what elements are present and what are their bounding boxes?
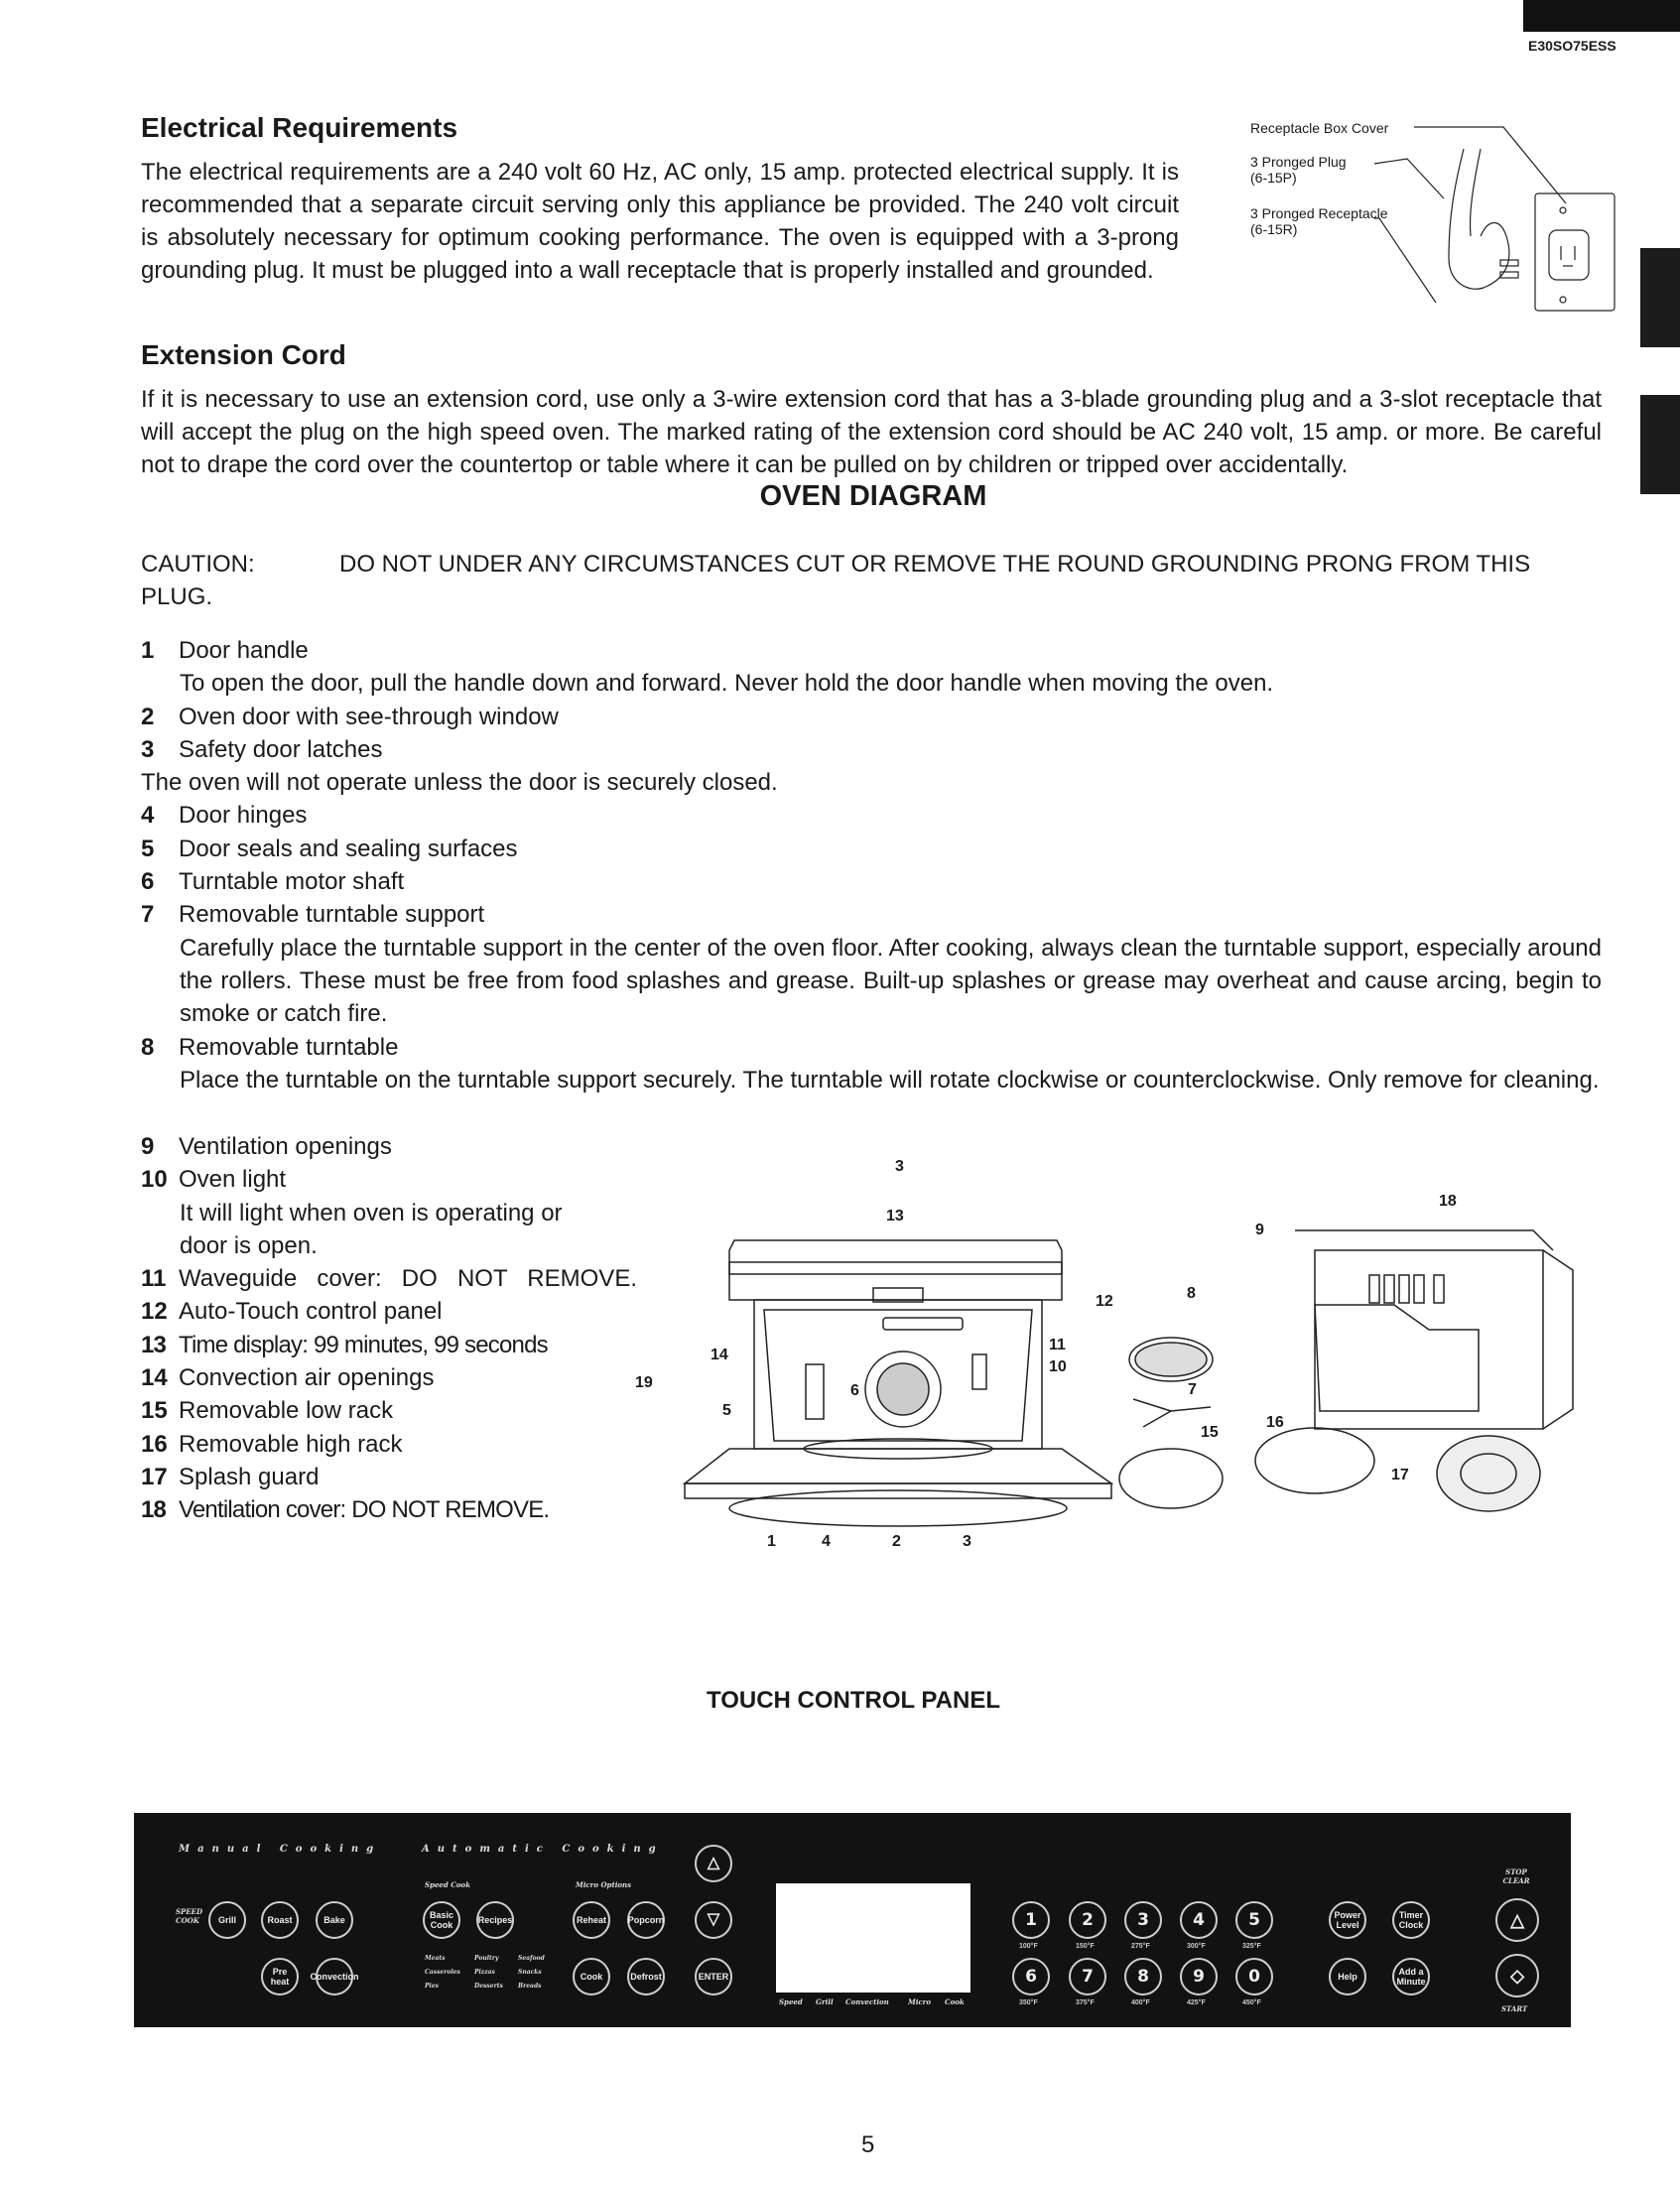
enter-button[interactable]: ENTER: [695, 1958, 732, 1995]
temp-label: 425°F: [1187, 1999, 1206, 2006]
temp-label: 450°F: [1242, 1999, 1261, 2006]
list-item: 2 Oven door with see-through window: [141, 703, 559, 730]
page-number: 5: [861, 2131, 875, 2158]
callout-13: 13: [886, 1208, 904, 1224]
number-8-button[interactable]: 8: [1124, 1958, 1162, 1995]
list-item: 1 Door handle: [141, 637, 309, 664]
stop-icon: △: [1510, 1910, 1524, 1930]
submenu-breads: Breads: [518, 1983, 542, 1990]
oven-diagram-title: OVEN DIAGRAM: [759, 480, 987, 512]
list-item: 15 Removable low rack: [141, 1397, 394, 1425]
temp-label: 325°F: [1242, 1943, 1261, 1950]
label-receptacle-1: 3 Pronged Receptacle: [1250, 205, 1388, 221]
touch-panel-title: TOUCH CONTROL PANEL: [706, 1687, 1000, 1714]
temp-label: 100°F: [1019, 1943, 1038, 1950]
triangle-down-icon: ▽: [707, 1911, 720, 1928]
number-4-button[interactable]: 4: [1180, 1901, 1218, 1939]
submenu-seafood: Seafood: [518, 1955, 545, 1962]
callout-4: 4: [822, 1533, 831, 1550]
caution-label: CAUTION:: [141, 551, 255, 578]
label-plug-1: 3 Pronged Plug: [1250, 154, 1347, 170]
callout-11: 11: [1049, 1337, 1066, 1353]
help-button[interactable]: Help: [1329, 1958, 1366, 1995]
callout-6: 6: [850, 1382, 859, 1399]
temp-label: 275°F: [1131, 1943, 1150, 1950]
bake-button[interactable]: Bake: [316, 1901, 353, 1939]
electrical-title: Electrical Requirements: [141, 112, 458, 143]
popcorn-button[interactable]: Popcorn: [627, 1901, 665, 1939]
grill-button[interactable]: Grill: [208, 1901, 246, 1939]
callout-2: 2: [892, 1533, 901, 1550]
callout-3-top: 3: [895, 1158, 904, 1175]
list-item: 4 Door hinges: [141, 802, 308, 830]
header-bar: [1523, 0, 1680, 32]
callout-17: 17: [1391, 1467, 1409, 1483]
submenu-snacks: Snacks: [518, 1969, 542, 1976]
label-receptacle-2: (6-15R): [1250, 221, 1298, 237]
side-tab-lower: [1640, 395, 1680, 494]
extension-text: If it is necessary to use an extension cord, use only a 3-wire extension cord that has a 3-blade grounding plug and a 3-slot receptacle that will accept the plug on the high speed oven. The marked rating of the extension cord should be AC 240 volt, 15 amp. or more. Be careful not to drape the cord over the countertop or table where it can be pulled on by children or tripped over accidentally.: [141, 386, 1602, 478]
temp-label: 375°F: [1076, 1999, 1095, 2006]
plug-receptacle-illustration: [1250, 109, 1647, 318]
extension-title: Extension Cord: [141, 339, 346, 370]
add-a-minute-button[interactable]: Add a Minute: [1392, 1958, 1430, 1995]
list-item: 5 Door seals and sealing surfaces: [141, 835, 518, 862]
callout-14: 14: [711, 1347, 728, 1363]
number-7-button[interactable]: 7: [1069, 1958, 1106, 1995]
arrow-up-button[interactable]: [695, 1845, 732, 1882]
list-item-note: Place the turntable on the turntable support securely. The turntable will rotate clockwise or counterclockwise. Only remove for cleaning.: [180, 1066, 1600, 1094]
list-item: 3 Safety door latches: [141, 735, 383, 763]
temp-label: 300°F: [1187, 1943, 1206, 1950]
number-0-button[interactable]: 0: [1235, 1958, 1273, 1995]
list-item: 17 Splash guard: [141, 1463, 320, 1490]
list-item: 6 Turntable motor shaft: [141, 868, 405, 896]
submenu-desserts: Desserts: [474, 1983, 503, 1990]
roast-button[interactable]: Roast: [261, 1901, 299, 1939]
stop-clear-label: STOP CLEAR: [1502, 1867, 1530, 1885]
stop-clear-button[interactable]: [1495, 1898, 1539, 1942]
reheat-button[interactable]: Reheat: [573, 1901, 610, 1939]
defrost-button[interactable]: Defrost: [627, 1958, 665, 1995]
list-item-note: The oven will not operate unless the door is securely closed.: [141, 769, 778, 797]
list-item-note: It will light when oven is operating or door is open.: [180, 1199, 563, 1259]
mode-cook: Cook: [945, 1997, 965, 2006]
callout-1: 1: [767, 1533, 776, 1550]
list-item: 16 Removable high rack: [141, 1430, 403, 1458]
micro-options-label: Micro Options: [576, 1880, 632, 1889]
speed-cook-label: Speed Cook: [425, 1880, 470, 1889]
callout-15: 15: [1201, 1424, 1219, 1441]
power-level-button[interactable]: Power Level: [1329, 1901, 1366, 1939]
submenu-poultry: Poultry: [474, 1955, 499, 1962]
caution-text: DO NOT UNDER ANY CIRCUMSTANCES CUT OR REMOVE THE ROUND GROUNDING PRONG FROM THIS PLUG.: [141, 551, 1531, 610]
callout-12: 12: [1096, 1293, 1113, 1310]
list-item: 10 Oven light: [141, 1166, 287, 1194]
callout-9: 9: [1255, 1222, 1264, 1238]
list-item: 8 Removable turntable: [141, 1033, 399, 1061]
callout-8: 8: [1187, 1285, 1196, 1302]
model-number: E30SO75ESS: [1528, 38, 1616, 54]
convection-button[interactable]: Convection: [316, 1958, 353, 1995]
manual-cooking-label: Manual Cooking: [179, 1844, 382, 1855]
list-item-note: Carefully place the turntable support in the center of the oven floor. After cooking, always clean the turntable support, especially around the rollers. These must be free from food splashes and grease. Built-up splashes or grease may overheat and cause arcing, begin to smoke or catch fire.: [180, 934, 1602, 1028]
callout-5: 5: [722, 1402, 731, 1419]
number-6-button[interactable]: 6: [1012, 1958, 1050, 1995]
submenu-casseroles: Casseroles: [425, 1969, 460, 1976]
list-item: 7 Removable turntable support: [141, 901, 485, 929]
list-item: 18 Ventilation cover: DO NOT REMOVE.: [141, 1496, 550, 1524]
start-icon: ◇: [1510, 1966, 1524, 1986]
triangle-up-icon: △: [707, 1855, 720, 1871]
basic-cook-button[interactable]: Basic Cook: [423, 1901, 460, 1939]
number-3-button[interactable]: 3: [1124, 1901, 1162, 1939]
cook-button[interactable]: Cook: [573, 1958, 610, 1995]
mode-micro: Micro: [908, 1997, 932, 2006]
time-display: [776, 1883, 970, 1993]
submenu-pies: Pies: [425, 1983, 439, 1990]
callout-18: 18: [1439, 1193, 1457, 1210]
timer-clock-button[interactable]: Timer Clock: [1392, 1901, 1430, 1939]
oven-diagram-illustration: [635, 1151, 1647, 1568]
caution-block: [141, 548, 1602, 613]
number-1-button[interactable]: 1: [1012, 1901, 1050, 1939]
number-9-button[interactable]: 9: [1180, 1958, 1218, 1995]
list-item: 13 Time display: 99 minutes, 99 seconds: [141, 1331, 548, 1358]
label-receptacle-cover: Receptacle Box Cover: [1250, 120, 1389, 136]
preheat-button[interactable]: Pre heat: [261, 1958, 299, 1995]
start-button[interactable]: [1495, 1954, 1539, 1997]
list-item: 11 Waveguide cover: DO NOT REMOVE.: [141, 1265, 637, 1293]
recipes-button[interactable]: Recipes: [476, 1901, 514, 1939]
arrow-down-button[interactable]: [695, 1901, 732, 1939]
callout-16: 16: [1266, 1414, 1284, 1431]
callout-19: 19: [635, 1374, 653, 1391]
list-item: 14 Convection air openings: [141, 1364, 435, 1392]
electrical-text: The electrical requirements are a 240 volt 60 Hz, AC only, 15 amp. protected electrical supply. It is recommended that a separate circuit serving only this appliance be provided. The 240 volt circuit is absolutely necessary for optimum cooking performance. The oven is equipped with a 3-prong grounding plug. It must be plugged into a wall receptacle that is properly installed and grounded.: [141, 159, 1179, 284]
callout-7: 7: [1188, 1381, 1197, 1398]
mode-grill: Grill: [816, 1997, 834, 2006]
list-item: 12 Auto-Touch control panel: [141, 1298, 443, 1326]
label-plug-2: (6-15P): [1250, 170, 1297, 186]
start-label: START: [1501, 2004, 1528, 2013]
speed-cook-side-label: SPEED COOK: [176, 1907, 203, 1925]
mode-convection: Convection: [845, 1997, 889, 2006]
automatic-cooking-label: Automatic Cooking: [422, 1844, 664, 1855]
number-5-button[interactable]: 5: [1235, 1901, 1273, 1939]
submenu-meats: Meats: [425, 1955, 446, 1962]
parts-list: [141, 634, 1602, 1096]
temp-label: 350°F: [1019, 1999, 1038, 2006]
temp-label: 150°F: [1076, 1943, 1095, 1950]
temp-label: 400°F: [1131, 1999, 1150, 2006]
list-item-note: To open the door, pull the handle down and forward. Never hold the door handle when moving the oven.: [180, 670, 1274, 698]
submenu-pizzas: Pizzas: [474, 1969, 495, 1976]
mode-speed: Speed: [779, 1997, 803, 2006]
number-2-button[interactable]: 2: [1069, 1901, 1106, 1939]
callout-10: 10: [1049, 1358, 1067, 1375]
list-item: 9 Ventilation openings: [141, 1133, 392, 1160]
parts-list-continued: [141, 1130, 637, 1527]
callout-3-bottom: 3: [963, 1533, 971, 1550]
